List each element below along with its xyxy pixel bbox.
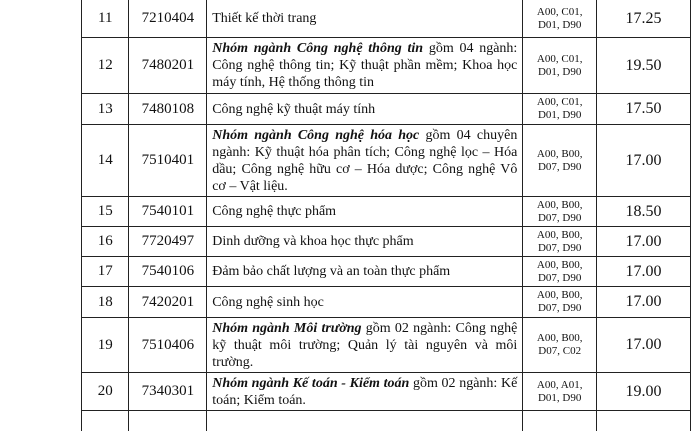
major-name-text: Thiết kế thời trang — [212, 11, 317, 26]
major-code: 7210404 — [129, 0, 207, 38]
admission-score: 19.50 — [597, 38, 691, 94]
row-number-empty — [82, 411, 129, 431]
table-row — [82, 257, 691, 287]
admissions-table — [81, 0, 691, 431]
major-name — [207, 125, 523, 197]
subject-combinations: A00, B00, D07, C02 — [523, 318, 597, 373]
row-number: 11 — [82, 0, 129, 38]
admission-score: 19.00 — [597, 373, 691, 411]
major-code: 7510401 — [129, 125, 207, 197]
major-name — [207, 373, 523, 411]
table-row-cut-off — [82, 411, 691, 431]
major-name — [207, 0, 523, 38]
major-group-label: Nhóm ngành Công nghệ thông tin — [212, 41, 424, 56]
admission-score: 17.00 — [597, 318, 691, 373]
subject-combinations: A00, C01, D01, D90 — [523, 0, 597, 38]
major-name-text: Công nghệ sinh học — [212, 294, 324, 310]
major-name — [207, 38, 523, 94]
major-name-text: gồm 02 ngành: Kế toán; Kiểm toán. — [212, 375, 518, 408]
row-number: 14 — [82, 125, 129, 197]
major-name-empty — [207, 411, 523, 431]
major-code: 7420201 — [129, 287, 207, 318]
subject-combinations: A00, C01, D01, D90 — [523, 94, 597, 125]
row-number: 13 — [82, 94, 129, 125]
major-code: 7720497 — [129, 227, 207, 257]
major-code: 7480201 — [129, 38, 207, 94]
row-number: 20 — [82, 373, 129, 411]
subject-combinations: A00, B00, D07, D90 — [523, 287, 597, 318]
major-code: 7540101 — [129, 197, 207, 227]
major-name — [207, 287, 523, 318]
major-name — [207, 257, 523, 287]
major-name-text: gồm 04 chuyên ngành: Kỹ thuật hóa phân tích; Công nghệ lọc – Hóa dầu; Công nghệ hữu cơ – Hóa dược; Công nghệ Vô cơ – Vật liệu. — [212, 127, 518, 194]
table-row — [82, 0, 691, 38]
admission-score: 17.50 — [597, 94, 691, 125]
row-number: 17 — [82, 257, 129, 287]
major-name-text: gồm 02 ngành: Công nghệ kỹ thuật môi trường; Quản lý tài nguyên và môi trường. — [212, 320, 518, 370]
major-name — [207, 227, 523, 257]
admission-score: 17.00 — [597, 287, 691, 318]
row-number: 16 — [82, 227, 129, 257]
major-code-empty — [129, 411, 207, 431]
subject-combinations: A00, B00, D07, D90 — [523, 197, 597, 227]
table-row — [82, 94, 691, 125]
major-code: 7340301 — [129, 373, 207, 411]
row-number: 18 — [82, 287, 129, 318]
row-number: 12 — [82, 38, 129, 94]
major-group-label: Nhóm ngành Kế toán - Kiểm toán — [212, 375, 410, 391]
major-group-label: Nhóm ngành Môi trường — [212, 320, 362, 336]
major-name — [207, 197, 523, 227]
admission-score: 18.50 — [597, 197, 691, 227]
table-row — [82, 125, 691, 197]
major-name — [207, 94, 523, 125]
table-row — [82, 287, 691, 318]
subject-combinations: A00, B00, D07, D90 — [523, 227, 597, 257]
major-name-text: gồm 04 ngành: Công nghệ thông tin; Kỹ thuật phần mềm; Khoa học máy tính, Hệ thống thông tin — [212, 41, 518, 90]
subject-combinations: A00, B00, D07, D90 — [523, 125, 597, 197]
row-number: 19 — [82, 318, 129, 373]
major-name-text: Đảm bảo chất lượng và an toàn thực phẩm — [212, 264, 451, 279]
subject-combinations-empty — [523, 411, 597, 431]
row-number: 15 — [82, 197, 129, 227]
admission-score: 17.00 — [597, 227, 691, 257]
table-row — [82, 373, 691, 411]
major-name-text: Công nghệ kỹ thuật máy tính — [212, 101, 376, 117]
table-row — [82, 318, 691, 373]
admission-score-empty — [597, 411, 691, 431]
major-code: 7540106 — [129, 257, 207, 287]
table-row — [82, 197, 691, 227]
major-name-text: Dinh dưỡng và khoa học thực phẩm — [212, 234, 414, 249]
major-name — [207, 318, 523, 373]
admission-score: 17.00 — [597, 125, 691, 197]
admission-score: 17.25 — [597, 0, 691, 38]
subject-combinations: A00, C01, D01, D90 — [523, 38, 597, 94]
major-code: 7480108 — [129, 94, 207, 125]
subject-combinations: A00, B00, D07, D90 — [523, 257, 597, 287]
admission-score: 17.00 — [597, 257, 691, 287]
major-name-text: Công nghệ thực phẩm — [212, 204, 337, 219]
major-group-label: Nhóm ngành Công nghệ hóa học — [212, 127, 420, 143]
major-code: 7510406 — [129, 318, 207, 373]
subject-combinations: A00, A01, D01, D90 — [523, 373, 597, 411]
table-row — [82, 38, 691, 94]
table-row — [82, 227, 691, 257]
